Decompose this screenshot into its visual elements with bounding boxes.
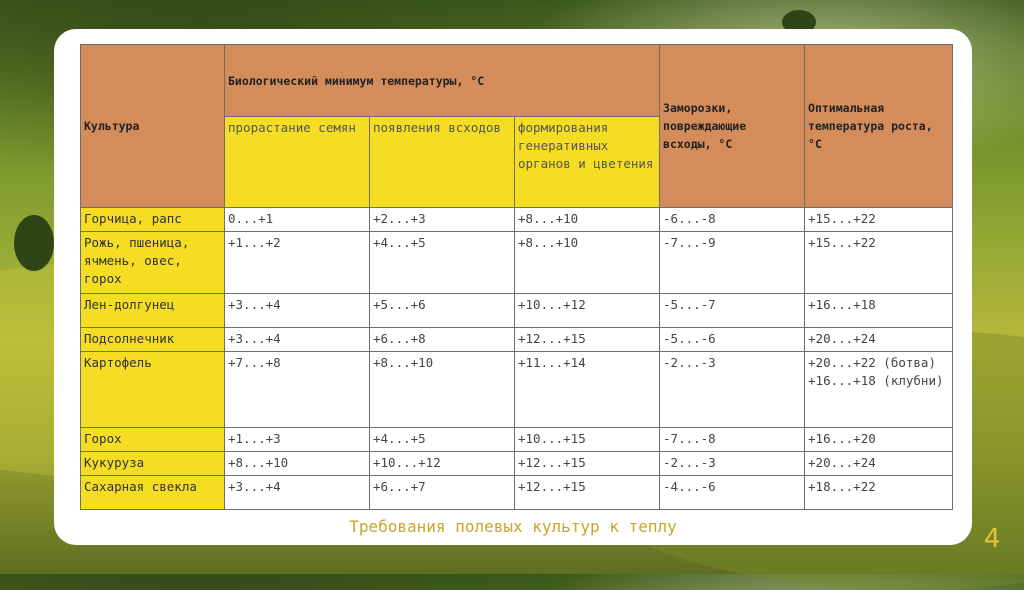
cell-germ: +7...+8 [225,352,370,428]
cell-frost: -6...-8 [660,208,805,232]
subheader-shoots: появления всходов [370,117,515,208]
background-tree [14,215,54,271]
cell-germ: +3...+4 [225,328,370,352]
cell-shoots: +6...+8 [370,328,515,352]
table-row [81,328,953,352]
cell-gen: +11...+14 [515,352,660,428]
subheader-generative: формирования генеративных органов и цветения [515,117,660,208]
slide-caption: Требования полевых культур к теплу [349,517,677,536]
cell-gen: +8...+10 [515,208,660,232]
cell-crop: Картофель [81,352,225,428]
header-crop: Культура [81,45,225,208]
cell-gen: +12...+15 [515,452,660,476]
cell-opt: +20...+24 [805,452,953,476]
cell-germ: +3...+4 [225,476,370,510]
cell-crop: Подсолнечник [81,328,225,352]
cell-crop: Сахарная свекла [81,476,225,510]
cell-frost: -5...-7 [660,294,805,328]
cell-opt: +20...+22 (ботва) +16...+18 (клубни) [805,352,953,428]
cell-opt: +15...+22 [805,232,953,294]
cell-shoots: +4...+5 [370,428,515,452]
cell-germ: 0...+1 [225,208,370,232]
cell-germ: +1...+3 [225,428,370,452]
cell-frost: -2...-3 [660,452,805,476]
table-row [81,476,953,510]
cell-shoots: +2...+3 [370,208,515,232]
cell-frost: -7...-8 [660,428,805,452]
table-row [81,208,953,232]
cell-shoots: +8...+10 [370,352,515,428]
cell-frost: -5...-6 [660,328,805,352]
header-optimal: Оптимальная температура роста, °С [805,45,953,208]
cell-opt: +16...+18 [805,294,953,328]
cell-germ: +1...+2 [225,232,370,294]
cell-germ: +3...+4 [225,294,370,328]
cell-gen: +8...+10 [515,232,660,294]
temperature-requirements-table [80,44,953,510]
table-row [81,232,953,294]
table-row [81,428,953,452]
cell-shoots: +4...+5 [370,232,515,294]
cell-shoots: +5...+6 [370,294,515,328]
cell-opt: +18...+22 [805,476,953,510]
header-biological-minimum: Биологический минимум температуры, °С [225,45,660,117]
cell-crop: Горох [81,428,225,452]
cell-gen: +10...+15 [515,428,660,452]
cell-opt: +16...+20 [805,428,953,452]
cell-crop: Лен-долгунец [81,294,225,328]
cell-crop: Кукуруза [81,452,225,476]
subheader-germination: прорастание семян [225,117,370,208]
table-row [81,452,953,476]
cell-frost: -4...-6 [660,476,805,510]
cell-gen: +12...+15 [515,328,660,352]
table-row [81,294,953,328]
table-row [81,352,953,428]
cell-opt: +15...+22 [805,208,953,232]
cell-frost: -7...-9 [660,232,805,294]
cell-shoots: +6...+7 [370,476,515,510]
header-frost: Заморозки, повреждающие всходы, °С [660,45,805,208]
cell-gen: +10...+12 [515,294,660,328]
cell-germ: +8...+10 [225,452,370,476]
content-card [54,29,972,545]
page-number: 4 [984,524,1001,554]
cell-gen: +12...+15 [515,476,660,510]
cell-crop: Горчица, рапс [81,208,225,232]
cell-shoots: +10...+12 [370,452,515,476]
cell-opt: +20...+24 [805,328,953,352]
cell-frost: -2...-3 [660,352,805,428]
cell-crop: Рожь, пшеница, ячмень, овес, горох [81,232,225,294]
